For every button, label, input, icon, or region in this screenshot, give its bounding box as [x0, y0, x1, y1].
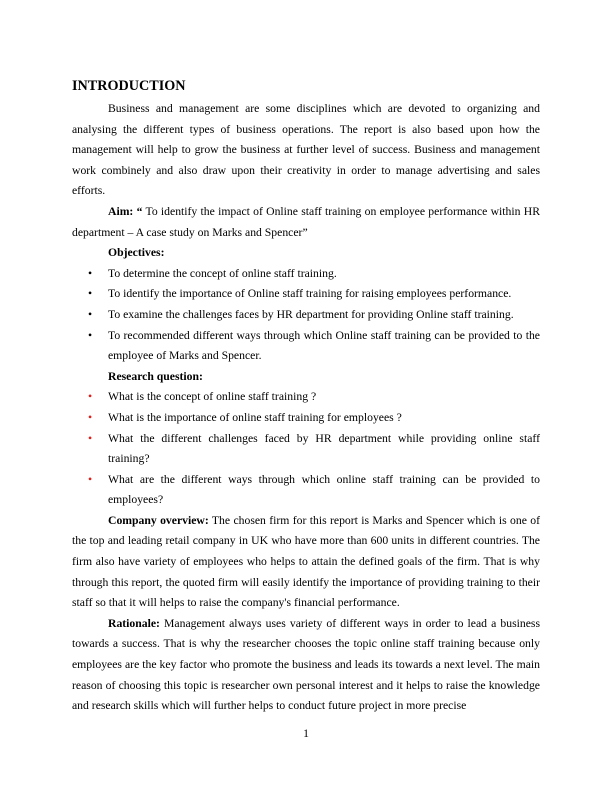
list-item: • What is the importance of online staff training for employees ?	[72, 408, 540, 429]
rationale-paragraph	[72, 614, 540, 717]
intro-paragraph: Business and management are some disciplines which are devoted to organizing and analysing the different types of business operations. The report is also based upon how the management will help to grow the business at further level of success. Business and management work combinely and also draw upon their creativity in order to manage advertising and sales efforts.	[72, 102, 540, 198]
bullet-icon: •	[88, 287, 93, 301]
rationale-label: Rationale:	[108, 616, 160, 630]
bullet-icon: •	[88, 472, 93, 486]
section-heading: INTRODUCTION	[72, 78, 186, 94]
list-item: • To determine the concept of online staff training.	[72, 264, 540, 285]
aim-paragraph	[72, 202, 540, 243]
list-item: • To recommended different ways through which Online staff training can be provided to the employee of Marks and Spencer.	[72, 326, 540, 367]
objectives-list	[72, 264, 540, 367]
rationale-text: Management always uses variety of different ways in order to lead a business towards a success. That is why the researcher chooses the topic online staff training because only employees are the key factor who promote the business and leads its towards a next level. The main reason of choosing this topic is researcher own personal interest and it helps to raise the knowledge and research skills which will further helps to conduct future project in more precise	[72, 616, 540, 713]
page-number: 1	[303, 727, 309, 740]
research-question-heading: Research question:	[108, 369, 203, 383]
bullet-icon: •	[88, 266, 93, 280]
list-item: • What the different challenges faced by HR department while providing online staff training?	[72, 429, 540, 470]
list-item: • To examine the challenges faces by HR department for providing Online staff training.	[72, 305, 540, 326]
bullet-icon: •	[88, 431, 93, 445]
list-item: • What are the different ways through which online staff training can be provided to employees?	[72, 470, 540, 511]
list-item: • To identify the importance of Online staff training for raising employees performance.	[72, 284, 540, 305]
bullet-icon: •	[88, 328, 93, 342]
bullet-icon: •	[88, 410, 93, 424]
bullet-icon: •	[88, 390, 93, 404]
objectives-heading: Objectives:	[108, 246, 165, 260]
research-question-list	[72, 387, 540, 511]
page-content	[72, 76, 540, 717]
aim-label: Aim: “	[108, 204, 143, 218]
company-overview-paragraph	[72, 511, 540, 614]
bullet-icon: •	[88, 307, 93, 321]
company-overview-label: Company overview:	[108, 513, 209, 527]
company-overview-text: The chosen firm for this report is Marks and Spencer which is one of the top and leading retail company in UK who have more than 600 units in different countries. The firm also have variety of employees who helps to attain the defined goals of the firm. That is why through this report, the quoted firm will easily identify the importance of providing training to their staff so that it will helps to raise the company's financial performance.	[72, 513, 540, 610]
aim-text: To identify the impact of Online staff training on employee performance within HR department – A case study on Marks and Spencer”	[72, 204, 540, 239]
list-item: • What is the concept of online staff training ?	[72, 387, 540, 408]
